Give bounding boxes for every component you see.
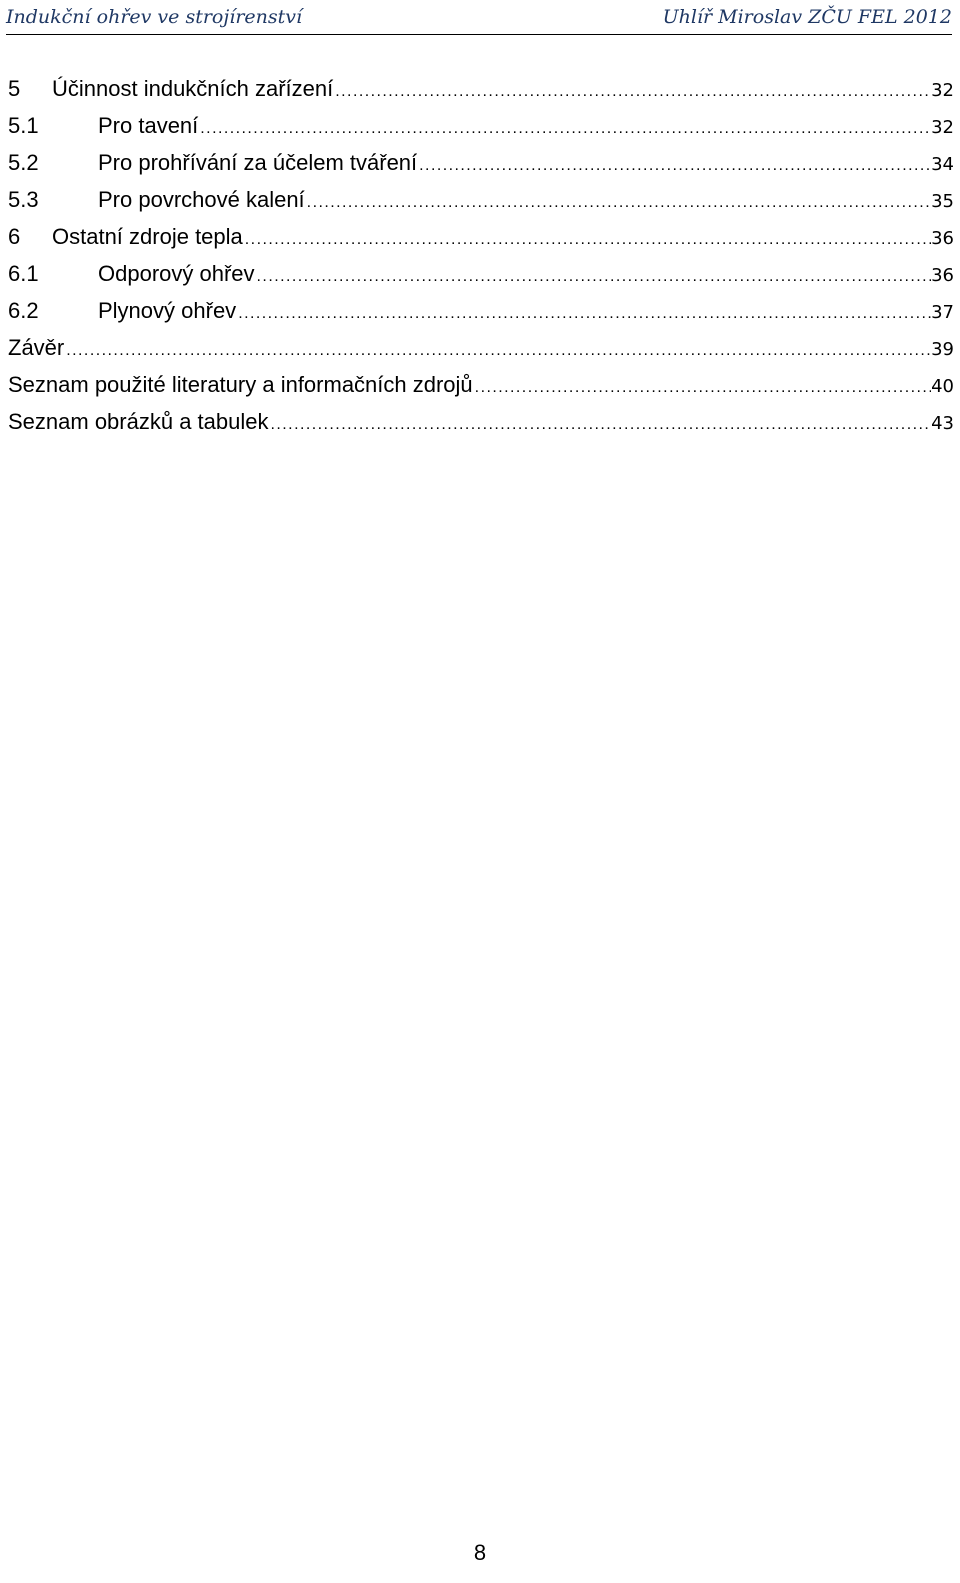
header-author: Uhlíř Miroslav ZČU FEL 2012 [662,6,952,28]
toc-dot-leader [419,144,931,181]
toc-entry-page: 43 [931,413,954,434]
page-header [6,4,952,35]
toc-dot-leader [257,255,932,292]
page-number: 8 [473,1540,487,1565]
toc-dot-leader [245,218,931,255]
toc-entry[interactable] [8,255,954,292]
toc-entry-title: Pro povrchové kalení [98,187,305,212]
toc-entry-page: 36 [931,265,954,286]
toc-dot-leader [200,107,931,144]
toc-entry-page: 32 [931,80,954,101]
toc-entry[interactable] [8,70,954,107]
toc-entry[interactable] [8,107,954,144]
toc-dot-leader [271,403,932,440]
toc-entry-page: 34 [931,154,954,175]
toc-entry-number: 6 [8,224,21,249]
toc-entry[interactable] [8,403,954,440]
toc-entry-number: 6.1 [8,261,39,286]
toc-dot-leader [307,181,931,218]
toc-dot-leader [475,366,931,403]
toc-entry-title: Seznam použité literatury a informačních zdrojů [8,372,473,397]
toc-entry-number: 5.2 [8,150,39,175]
toc-entry-page: 40 [931,376,954,397]
toc-entry-title: Závěr [8,335,65,360]
toc-entry-title: Pro tavení [98,113,199,138]
toc-entry-number: 6.2 [8,298,39,323]
toc-entry-page: 32 [931,117,954,138]
toc-entry-number: 5.3 [8,187,39,212]
toc-dot-leader [335,70,931,107]
toc-entry-title: Ostatní zdroje tepla [52,224,243,249]
toc-entry[interactable] [8,218,954,255]
toc-entry-title: Pro prohřívání za účelem tváření [98,150,418,175]
toc-entry-page: 39 [931,339,954,360]
toc-dot-leader [66,329,931,366]
toc-entry-number: 5 [8,76,21,101]
toc-entry-title: Seznam obrázků a tabulek [8,409,269,434]
toc-entry[interactable] [8,366,954,403]
table-of-contents [8,70,954,440]
toc-entry[interactable] [8,292,954,329]
toc-entry-title: Plynový ohřev [98,298,237,323]
toc-entry-page: 35 [931,191,954,212]
toc-entry[interactable] [8,181,954,218]
toc-entry[interactable] [8,144,954,181]
toc-entry[interactable] [8,329,954,366]
toc-entry-page: 36 [931,228,954,249]
toc-entry-page: 37 [931,302,954,323]
toc-entry-number: 5.1 [8,113,39,138]
toc-dot-leader [238,292,931,329]
header-document-title: Indukční ohřev ve strojírenství [6,6,303,28]
toc-entry-title: Účinnost indukčních zařízení [52,76,334,101]
toc-entry-title: Odporový ohřev [98,261,255,286]
